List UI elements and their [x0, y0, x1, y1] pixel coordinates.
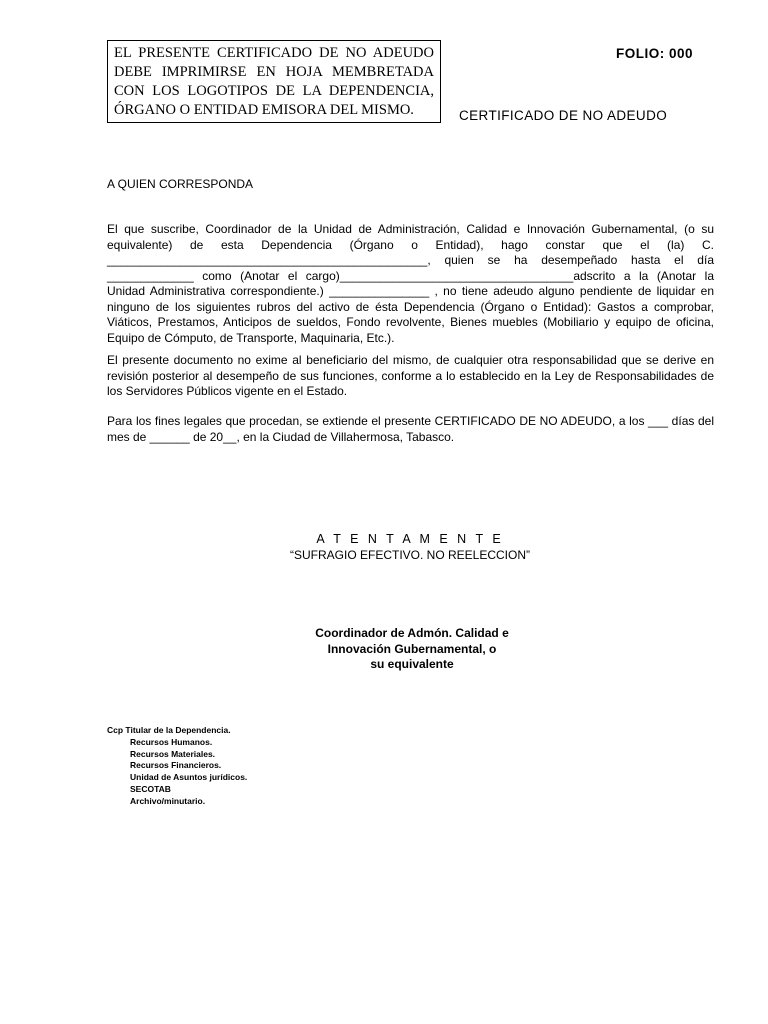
paragraph-disclaimer: El presente documento no exime al beneficiario del mismo, de cualquier otra responsabilidad que se derive en revisión posterior al desempeño de sus funciones, conforme a lo establecido en la Ley de Responsabilidades de los Servidores Públicos vigente en el Estado.	[107, 353, 714, 398]
notice-line: DEBE IMPRIMIRSE EN HOJA MEMBRETADA	[114, 64, 434, 80]
document-title: CERTIFICADO DE NO ADEUDO	[459, 108, 668, 123]
ccp-item: SECOTAB	[130, 783, 171, 794]
signer-line: su equivalente	[370, 657, 454, 671]
ccp-item: Recursos Humanos.	[130, 736, 213, 747]
salutation: A QUIEN CORRESPONDA	[107, 177, 254, 191]
notice-line: CON LOS LOGOTIPOS DE LA DEPENDENCIA,	[114, 83, 434, 99]
ccp-item: Recursos Financieros.	[130, 760, 222, 771]
folio-number: FOLIO: 000	[616, 46, 694, 61]
signer-title	[262, 626, 562, 673]
closing-atentamente: A T E N T A M E N T E	[316, 532, 504, 546]
notice-line: EL PRESENTE CERTIFICADO DE NO ADEUDO	[114, 45, 434, 61]
ccp-item: Unidad de Asuntos jurídicos.	[130, 772, 248, 783]
ccp-item: Recursos Materiales.	[130, 748, 216, 759]
signer-line: Innovación Gubernamental, o	[327, 641, 497, 656]
signer-line: Coordinador de Admón. Calidad e	[315, 626, 509, 640]
motto: “SUFRAGIO EFECTIVO. NO REELECCION”	[289, 548, 531, 562]
ccp-item: Archivo/minutario.	[130, 795, 206, 806]
print-notice-box	[107, 40, 441, 123]
paragraph-issuance: Para los fines legales que procedan, se extiende el presente CERTIFICADO DE NO ADEUDO, a los ___ días del mes de ______ de 20__, en la Ciudad de Villahermosa, Tabasco.	[107, 414, 714, 444]
notice-line: ÓRGANO O ENTIDAD EMISORA DEL MISMO.	[114, 102, 414, 118]
carbon-copy-list	[107, 725, 247, 808]
paragraph-certification: El que suscribe, Coordinador de la Unidad de Administración, Calidad e Innovación Gubernamental, (o su equivalente) de esta Dependencia (Órgano o Entidad), hago constar que el (la) C. ________________________________________________, quien se ha desempeñado hasta el día _____________ como (Anotar el cargo)___________________________________adscrito a la (Anotar la Unidad Administrativa correspondiente.) _______________ , no tiene adeudo alguno pendiente de liquidar en ninguno de los siguientes rubros del activo de ésta Dependencia (Órgano o Entidad): Gastos a comprobar, Viáticos, Prestamos, Anticipos de sueldos, Fondo revolvente, Bienes muebles (Mobiliario y equipo de oficina, Equipo de Cómputo, de Transporte, Maquinaria, Etc.).	[107, 222, 714, 345]
ccp-first: Ccp Titular de la Dependencia.	[107, 725, 231, 735]
